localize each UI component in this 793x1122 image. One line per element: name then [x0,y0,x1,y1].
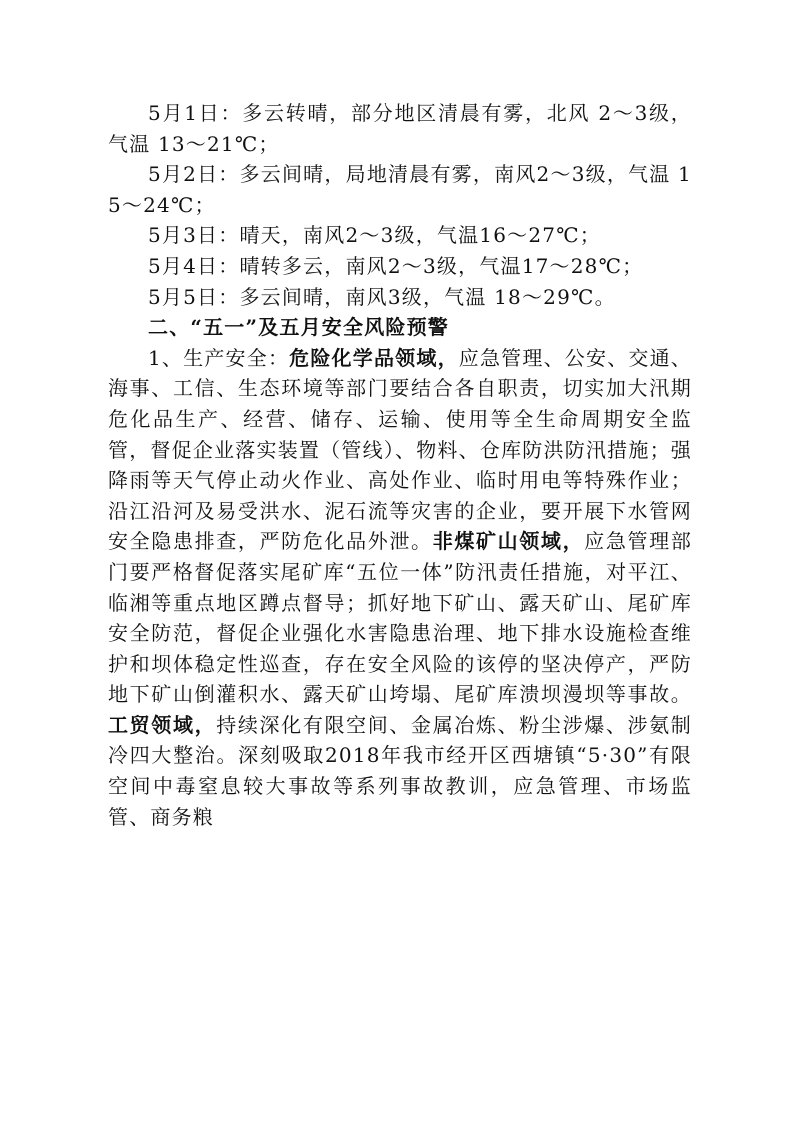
mining-label: 非煤矿山领域， [432,529,585,554]
hazchem-text: 应急管理、公安、交通、海事、工信、生态环境等部门要结合各自职责，切实加大汛期危化品生产、经营、储存、运输、使用等全生命周期安全监管，督促企业落实装置（管线）、物料、仓库防洪防汛措施；强降雨等天气停止动火作业、高处作业、临时用电等特殊作业；沿江沿河及易受洪水、泥石流等灾害的企业，要开展下水管网安全隐患排查，严防危化品外泄。 [108,345,693,554]
weather-may-4: 5月4日：晴转多云，南风2～3级，气温17～28℃； [148,253,644,278]
mining-text: 应急管理部门要严格督促落实尾矿库“五位一体”防汛责任措施，对平江、临湘等重点地区蹲点督导；抓好地下矿山、露天矿山、尾矿库安全防范，督促企业强化水害隐患治理、地下排水设施检查维护和坝体稳定性巡查，存在安全风险的该停的坚决停产，严防地下矿山倒灌积水、露天矿山垮塌、尾矿库溃坝漫坝等事故。 [108,529,693,707]
safety-intro: 1、生产安全： [148,345,290,370]
weather-may-1: 5月1日：多云转晴，部分地区清晨有雾，北风 2～3级，气温 13～21℃； [108,101,692,156]
section-heading: 二、“五一”及五月安全风险预警 [148,315,450,340]
industry-text: 持续深化有限空间、金属冶炼、粉尘涉爆、涉氨制冷四大整治。深刻吸取2018年我市经开区西塘镇“5·30”有限空间中毒窒息较大事故等系列事故教训，应急管理、市场监管、商务粮 [108,712,692,829]
weather-may-5: 5月5日：多云间晴，南风3级，气温 18～29℃。 [148,284,616,309]
weather-may-3: 5月3日：晴天，南风2～3级，气温16～27℃； [148,223,601,248]
industry-label: 工贸领域， [108,712,217,737]
document-page [108,98,692,832]
weather-may-2: 5月2日：多云间晴，局地清晨有雾，南风2～3级，气温 15～24℃； [108,162,692,217]
hazchem-label: 危险化学品领域， [289,345,459,370]
safety-paragraph [108,343,692,833]
